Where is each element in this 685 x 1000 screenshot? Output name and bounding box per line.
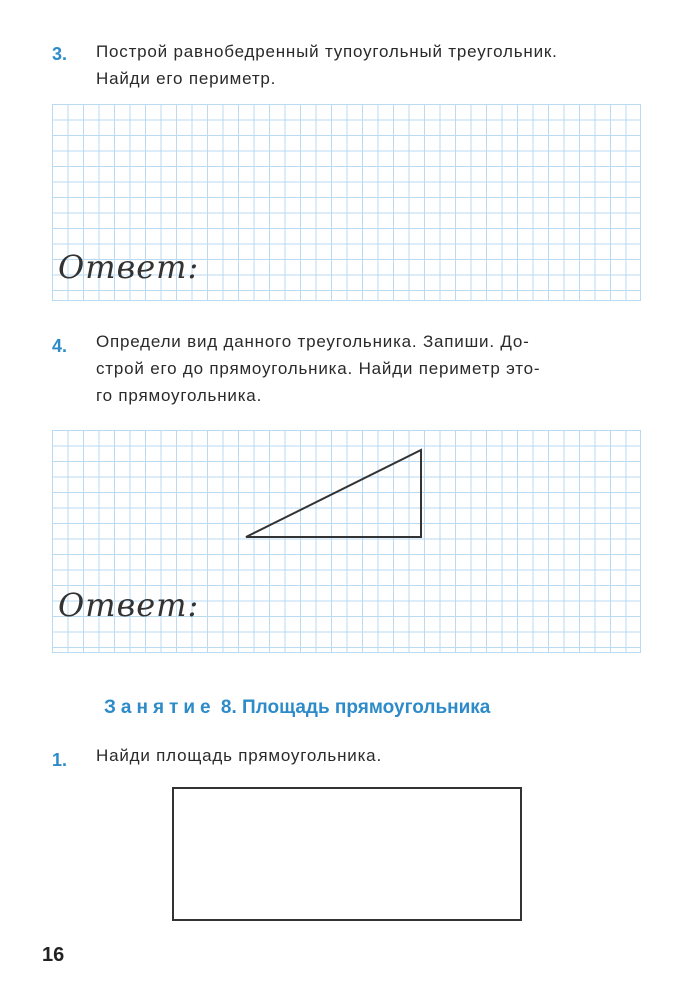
task-4-line-2: строй его до прямоугольника. Найди периметр это- bbox=[96, 359, 541, 378]
task-4-answer-label: Ответ: bbox=[58, 586, 200, 624]
page-number: 16 bbox=[42, 944, 65, 966]
task-3-answer-label: Ответ: bbox=[58, 248, 200, 286]
task-3-line-1: Построй равнобедренный тупоугольный треугольник. bbox=[96, 42, 558, 61]
lesson-title: 8. Площадь прямоугольника bbox=[220, 697, 491, 718]
right-triangle bbox=[246, 450, 421, 537]
task-1-line-1: Найди площадь прямоугольника. bbox=[96, 746, 382, 765]
task-4-line-1: Определи вид данного треугольника. Запиши. До- bbox=[96, 332, 530, 351]
lesson-word: Занятие bbox=[104, 697, 216, 718]
task-4-line-3: го прямоугольника. bbox=[96, 386, 263, 405]
task-3-line-2: Найди его периметр. bbox=[96, 69, 277, 88]
task-1-text bbox=[96, 742, 382, 769]
task-4-number: 4. bbox=[52, 336, 68, 356]
task-3-number: 3. bbox=[52, 44, 68, 64]
lesson-heading bbox=[104, 697, 490, 719]
task-1-number: 1. bbox=[52, 750, 68, 770]
rectangle-figure bbox=[172, 787, 522, 921]
